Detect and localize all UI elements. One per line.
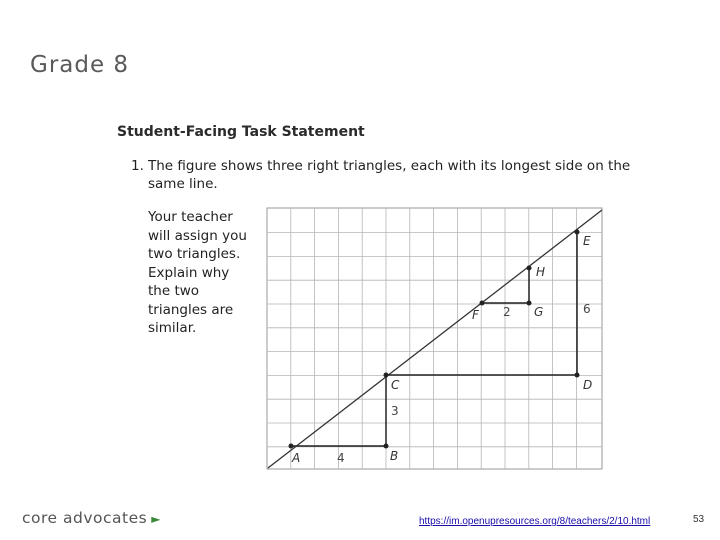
length-ab: 4 (337, 451, 345, 465)
task-heading: Student-Facing Task Statement (117, 124, 365, 140)
length-de: 6 (583, 302, 591, 316)
instruction-line: Explain why (148, 264, 230, 281)
instruction-line: Your teacher (148, 209, 233, 225)
label-e: E (583, 234, 591, 248)
point-a (289, 444, 294, 449)
label-b: B (390, 449, 399, 463)
label-h: H (536, 265, 546, 279)
length-fg: 2 (503, 305, 511, 319)
label-g: G (534, 305, 544, 319)
core-advocates-logo (22, 509, 161, 527)
question-text-line-1: The figure shows three right triangles, each with its longest side on the (148, 158, 631, 174)
play-arrow-icon: ► (151, 512, 161, 526)
length-bc: 3 (391, 404, 399, 418)
instruction-line: two triangles. (148, 246, 241, 262)
brand-name: core advocates (22, 509, 148, 527)
label-a: A (292, 451, 301, 465)
instruction-line: will assign you (148, 227, 247, 244)
page-number: 53 (693, 514, 705, 525)
question-text-line-2: same line. (148, 176, 218, 192)
point-e (575, 230, 580, 235)
instruction-line: the two (148, 283, 200, 299)
label-c: C (391, 378, 400, 392)
point-b (384, 444, 389, 449)
point-c (384, 373, 389, 378)
instruction-line: similar. (148, 320, 197, 336)
source-link[interactable]: https://im.openupresources.org/8/teachers/2/10.html (419, 516, 651, 527)
label-f: F (472, 308, 479, 322)
slide-title: Grade 8 (30, 52, 130, 78)
point-h (527, 266, 532, 271)
similar-triangles-figure (266, 207, 604, 471)
point-d (575, 373, 580, 378)
point-f (480, 301, 485, 306)
instruction-line: triangles are (148, 301, 234, 318)
instruction-text (148, 208, 260, 338)
point-g (527, 301, 532, 306)
label-d: D (583, 378, 593, 392)
question-number: 1. (131, 158, 144, 174)
